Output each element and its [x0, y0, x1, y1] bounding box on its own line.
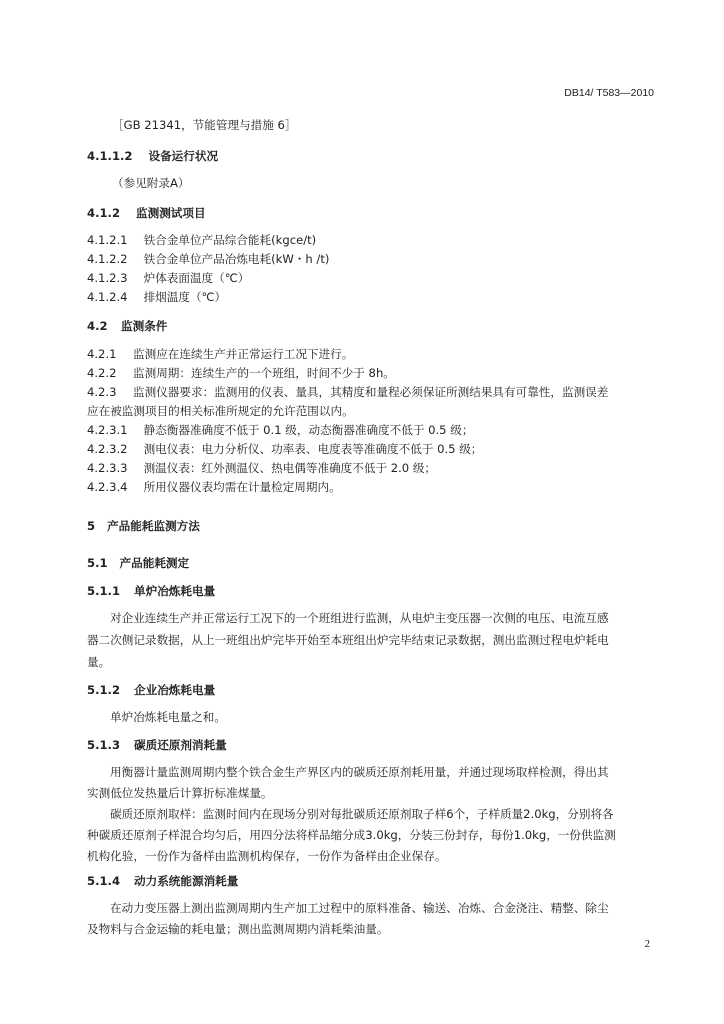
paragraph-5-1-3b-line: 碳质还原剂取样：监测时间内在现场分别对每批碳质还原剂取子样6个，子样质量2.0kg，分别将各 [110, 807, 614, 821]
section-4-1-2-heading [87, 205, 206, 221]
section-number: 4.1.1.2 [87, 149, 133, 163]
section-5-1-4-heading [87, 873, 238, 889]
item-4-1-2-4 [87, 289, 226, 305]
item-text: 所用仪器仪表均需在计量检定周期内。 [143, 480, 341, 494]
item-text: 静态衡器准确度不低于 0.1 级，动态衡器准确度不低于 0.5 级； [143, 423, 474, 437]
item-text: 测温仪表：红外测温仪、热电偶等准确度不低于 2.0 级； [143, 461, 437, 475]
item-4-2-1 [87, 346, 353, 362]
item-number: 4.1.2.2 [87, 252, 128, 266]
paragraph-5-1-3b-line: 机构化验，一份作为备样由监测机构保存，一份作为备样由企业保存。 [87, 849, 447, 863]
paragraph-5-1-3a-line: 实测低位发热量后计算折标准煤量。 [87, 786, 273, 800]
section-number: 4.2 [87, 319, 108, 333]
section-5-1-3-heading [87, 737, 227, 753]
item-4-1-2-3 [87, 270, 249, 286]
item-4-2-3-continuation: 应在被监测项目的相关标准所规定的允许范围以内。 [87, 404, 354, 418]
item-4-1-2-1 [87, 232, 316, 248]
item-number: 4.1.2.3 [87, 271, 128, 285]
page-number: 2 [644, 938, 650, 950]
item-text: 监测仪器要求：监测用的仪表、量具，其精度和量程必须保证所测结果具有可靠性，监测误差 [133, 385, 609, 399]
item-4-2-3-1 [87, 422, 473, 438]
section-title: 碳质还原剂消耗量 [134, 738, 227, 752]
item-number: 4.2.3 [87, 385, 117, 399]
item-4-1-2-2 [87, 251, 329, 267]
section-number: 5.1.2 [87, 683, 121, 697]
paragraph-5-1-3b-line: 种碳质还原剂子样混合均匀后，用四分法将样品缩分成3.0kg，分装三份封存，每份1.0kg，一份供监测 [87, 828, 616, 842]
section-number: 5.1.3 [87, 738, 121, 752]
item-number: 4.2.2 [87, 366, 117, 380]
item-number: 4.2.3.2 [87, 442, 128, 456]
paragraph-5-1-2: 单炉冶炼耗电量之和。 [110, 710, 226, 724]
paragraph-5-1-3a-line: 用衡器计量监测周期内整个铁合金生产界区内的碳质还原剂耗用量，并通过现场取样检测，得出其 [110, 765, 609, 779]
section-title: 单炉冶炼耗电量 [134, 584, 216, 598]
item-text: 炉体表面温度（℃） [143, 271, 250, 285]
item-text: 铁合金单位产品综合能耗(kgce/t) [143, 233, 317, 247]
item-number: 4.2.3.3 [87, 461, 128, 475]
appendix-note: （参见附录A） [112, 176, 190, 190]
section-number: 5.1 [87, 556, 108, 570]
item-text: 监测周期：连续生产的一个班组，时间不少于 8h。 [133, 366, 395, 380]
section-number: 5 [87, 519, 96, 533]
paragraph-5-1-1-line: 器二次侧记录数据，从上一班组出炉完毕开始至本班组出炉完毕结束记录数据，测出监测过程电炉耗电 [87, 633, 609, 647]
section-title: 企业冶炼耗电量 [134, 683, 216, 697]
section-title: 产品能耗测定 [119, 556, 190, 570]
item-text: 测电仪表：电力分析仪、功率表、电度表等准确度不低于 0.5 级； [143, 442, 483, 456]
item-4-2-3-2 [87, 441, 482, 457]
section-5-heading [87, 518, 200, 534]
reference-line: ［GB 21341，节能管理与措施 6］ [112, 118, 297, 132]
standard-code: DB14/ T583—2010 [564, 87, 654, 99]
paragraph-5-1-4-line: 及物料与合金运输的耗电量；测出监测周期内消耗柴油量。 [87, 922, 389, 936]
item-number: 4.1.2.1 [87, 233, 128, 247]
item-4-2-3-3 [87, 460, 436, 476]
section-4-1-1-2-heading [87, 148, 218, 164]
section-number: 5.1.1 [87, 584, 121, 598]
section-5-1-heading [87, 555, 189, 571]
section-title: 监测条件 [121, 319, 168, 333]
section-title: 动力系统能源消耗量 [134, 874, 239, 888]
section-title: 监测测试项目 [136, 206, 206, 220]
item-text: 监测应在连续生产并正常运行工况下进行。 [133, 347, 354, 361]
section-4-2-heading [87, 318, 167, 334]
item-4-2-3-4 [87, 479, 341, 495]
item-text: 铁合金单位产品冶炼电耗(kW・h /t) [143, 252, 330, 266]
item-number: 4.1.2.4 [87, 290, 128, 304]
paragraph-5-1-4-line: 在动力变压器上测出监测周期内生产加工过程中的原料准备、输送、冶炼、合金浇注、精整、除尘 [110, 901, 609, 915]
item-4-2-2 [87, 365, 395, 381]
paragraph-5-1-1-line: 对企业连续生产并正常运行工况下的一个班组进行监测，从电炉主变压器一次侧的电压、电流互感 [110, 611, 609, 625]
section-title: 设备运行状况 [148, 149, 219, 163]
item-number: 4.2.3.1 [87, 423, 128, 437]
section-title: 产品能耗监测方法 [107, 519, 200, 533]
section-number: 5.1.4 [87, 874, 121, 888]
section-5-1-1-heading [87, 583, 215, 599]
item-4-2-3 [87, 384, 608, 400]
item-number: 4.2.3.4 [87, 480, 128, 494]
item-text: 排烟温度（℃） [143, 290, 227, 304]
section-5-1-2-heading [87, 682, 215, 698]
section-number: 4.1.2 [87, 206, 121, 220]
paragraph-5-1-1-line: 量。 [87, 655, 111, 669]
item-number: 4.2.1 [87, 347, 117, 361]
